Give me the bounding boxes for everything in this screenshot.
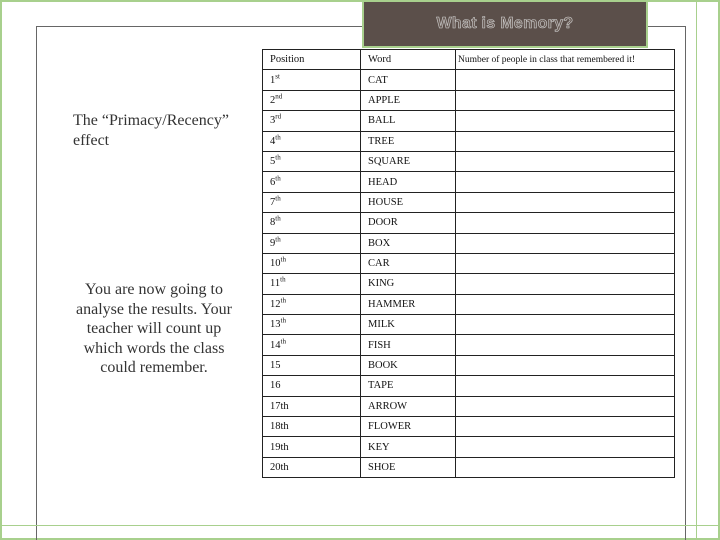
count-cell[interactable] [456,315,675,335]
position-cell [263,70,361,90]
position-suffix: th [275,174,281,183]
position-suffix: nd [275,92,283,101]
table-row [263,172,675,192]
position-number: 16 [270,380,281,392]
word-cell: SQUARE [361,151,456,171]
table-row [263,437,675,457]
table-row [263,315,675,335]
word-cell: FISH [361,335,456,355]
word-cell: DOOR [361,213,456,233]
table-row [263,90,675,110]
position-suffix: th [275,133,281,142]
position-cell [263,172,361,192]
word-cell: BOX [361,233,456,253]
position-number: 10 [270,258,281,270]
table-row [263,213,675,233]
position-number: 7 [270,196,276,208]
position-suffix: st [275,72,280,81]
word-cell: CAR [361,253,456,273]
word-cell: KEY [361,437,456,457]
count-cell[interactable] [456,192,675,212]
frame-line-bottom [0,525,720,526]
header-position: Position [263,50,361,70]
memory-table-body [263,50,675,478]
count-cell[interactable] [456,172,675,192]
instructions-text: You are now going to analyse the results. Your teacher will count up which words the class could remember. [76,281,232,377]
position-number: 9 [270,237,276,249]
word-cell: HEAD [361,172,456,192]
position-suffix: th [275,235,281,244]
position-suffix: th [275,194,281,203]
position-suffix: rd [275,112,282,121]
position-cell [263,376,361,396]
count-cell[interactable] [456,111,675,131]
count-cell[interactable] [456,457,675,477]
count-cell[interactable] [456,335,675,355]
position-suffix: th [280,316,286,325]
word-cell: MILK [361,315,456,335]
position-number: 5 [270,156,276,168]
position-cell [263,437,361,457]
count-cell[interactable] [456,355,675,375]
table-row [263,70,675,90]
table-row [263,131,675,151]
count-cell[interactable] [456,437,675,457]
position-cell [263,355,361,375]
position-cell [263,396,361,416]
word-cell: BALL [361,111,456,131]
position-cell [263,233,361,253]
count-cell[interactable] [456,233,675,253]
count-cell[interactable] [456,294,675,314]
count-cell[interactable] [456,376,675,396]
position-cell [263,131,361,151]
header-count: Number of people in class that remembered it! [456,50,675,70]
count-cell[interactable] [456,396,675,416]
word-cell: HOUSE [361,192,456,212]
memory-table [262,49,675,478]
position-cell [263,151,361,171]
title-box [362,0,648,48]
position-number: 20th [270,462,289,473]
table-row [263,355,675,375]
table-row [263,417,675,437]
position-number: 13 [270,319,281,331]
position-number: 17th [270,400,289,412]
word-cell: TREE [361,131,456,151]
position-suffix: th [275,153,281,162]
table-row [263,192,675,212]
position-number: 3 [270,115,276,127]
table-row [263,274,675,294]
position-cell [263,253,361,273]
count-cell[interactable] [456,417,675,437]
position-suffix: th [280,296,286,305]
table-row [263,457,675,477]
position-cell [263,274,361,294]
count-cell[interactable] [456,131,675,151]
table-row [263,335,675,355]
count-cell[interactable] [456,253,675,273]
left-heading: The “Primacy/Recency” effect [73,112,229,149]
position-number: 4 [270,135,276,147]
word-cell: BOOK [361,355,456,375]
position-number: 6 [270,176,276,188]
word-cell: FLOWER [361,417,456,437]
frame-line-right [696,0,697,540]
table-header-row [263,50,675,70]
slide-title: What is Memory? [436,15,574,32]
count-cell[interactable] [456,151,675,171]
count-cell[interactable] [456,213,675,233]
position-number: 8 [270,217,276,229]
header-word: Word [361,50,456,70]
position-cell [263,213,361,233]
word-cell: APPLE [361,90,456,110]
word-cell: SHOE [361,457,456,477]
count-cell[interactable] [456,274,675,294]
word-cell: TAPE [361,376,456,396]
word-cell: CAT [361,70,456,90]
position-cell [263,315,361,335]
position-cell [263,111,361,131]
table-row [263,396,675,416]
position-number: 15 [270,360,281,372]
position-suffix: th [280,337,286,346]
count-cell[interactable] [456,90,675,110]
count-cell[interactable] [456,70,675,90]
table-row [263,253,675,273]
position-cell [263,417,361,437]
word-cell: ARROW [361,396,456,416]
position-suffix: th [280,275,286,284]
position-suffix: th [280,255,286,264]
position-number: 11 [270,278,281,290]
position-number: 19th [270,441,289,453]
position-number: 14 [270,339,281,351]
position-number: 18th [270,421,289,433]
position-number: 1 [270,74,276,86]
table-row [263,111,675,131]
table-row [263,294,675,314]
position-cell [263,192,361,212]
position-number: 12 [270,298,281,310]
table-row [263,376,675,396]
position-cell [263,90,361,110]
table-row [263,151,675,171]
position-number: 2 [270,94,276,106]
position-suffix: th [275,214,281,223]
position-cell [263,294,361,314]
table-row [263,233,675,253]
word-cell: HAMMER [361,294,456,314]
position-cell [263,457,361,477]
word-cell: KING [361,274,456,294]
position-cell [263,335,361,355]
